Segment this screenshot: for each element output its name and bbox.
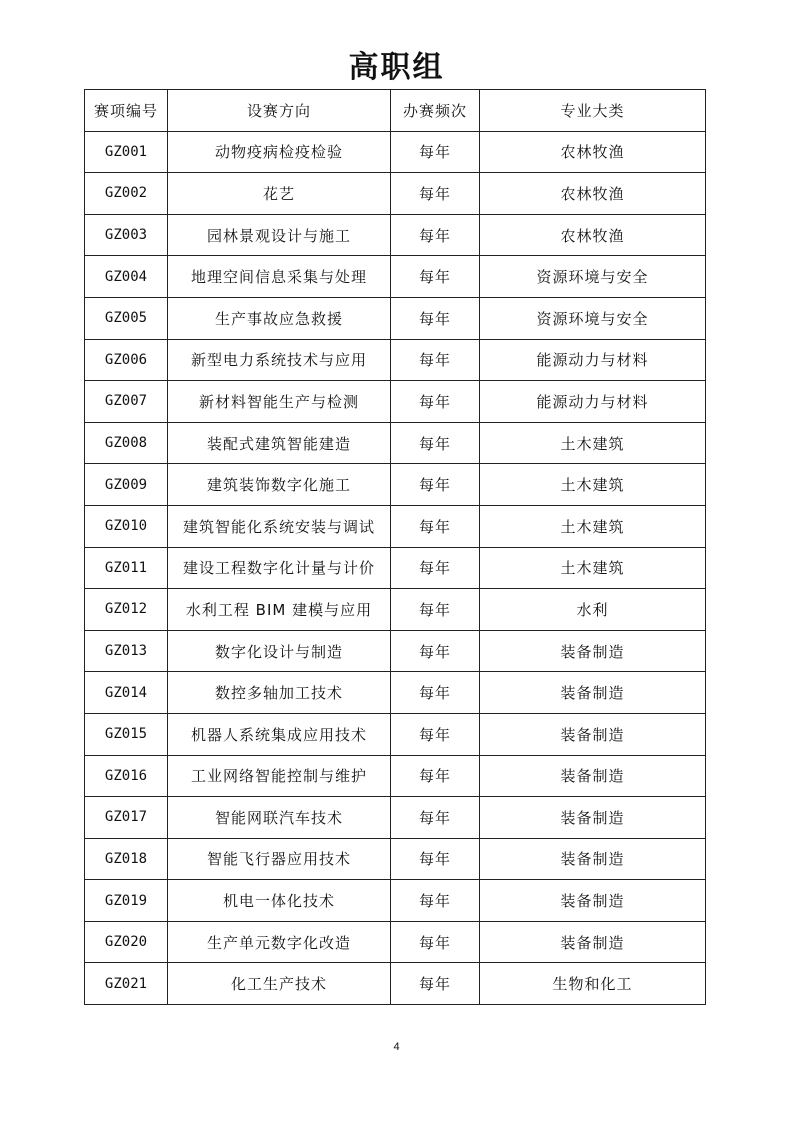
major-category-cell: 装备制造 xyxy=(480,672,706,714)
table-row xyxy=(85,672,706,714)
major-category-cell: 装备制造 xyxy=(480,838,706,880)
frequency-cell: 每年 xyxy=(391,630,480,672)
event-code-cell: GZ014 xyxy=(85,672,168,714)
major-category-cell: 装备制造 xyxy=(480,713,706,755)
major-category-cell: 装备制造 xyxy=(480,921,706,963)
event-code-cell: GZ006 xyxy=(85,339,168,381)
frequency-cell: 每年 xyxy=(391,921,480,963)
frequency-cell: 每年 xyxy=(391,755,480,797)
table-header-row xyxy=(85,90,706,132)
event-direction-cell: 建筑装饰数字化施工 xyxy=(168,464,391,506)
event-direction-cell: 花艺 xyxy=(168,173,391,215)
event-direction-cell: 新型电力系统技术与应用 xyxy=(168,339,391,381)
page-number: 4 xyxy=(393,1041,400,1053)
frequency-cell: 每年 xyxy=(391,214,480,256)
event-direction-cell: 数字化设计与制造 xyxy=(168,630,391,672)
event-direction-cell: 地理空间信息采集与处理 xyxy=(168,256,391,298)
page-title: 高职组 xyxy=(348,50,445,85)
frequency-cell: 每年 xyxy=(391,422,480,464)
major-category-cell: 农林牧渔 xyxy=(480,131,706,173)
event-code-cell: GZ009 xyxy=(85,464,168,506)
major-category-cell: 生物和化工 xyxy=(480,963,706,1005)
table-body xyxy=(85,131,706,1004)
table-row xyxy=(85,797,706,839)
event-code-cell: GZ012 xyxy=(85,589,168,631)
table-row xyxy=(85,381,706,423)
table-row xyxy=(85,755,706,797)
event-direction-cell: 动物疫病检疫检验 xyxy=(168,131,391,173)
event-code-cell: GZ004 xyxy=(85,256,168,298)
event-direction-cell: 智能飞行器应用技术 xyxy=(168,838,391,880)
major-category-cell: 农林牧渔 xyxy=(480,173,706,215)
event-code-cell: GZ010 xyxy=(85,505,168,547)
table-row xyxy=(85,297,706,339)
major-category-cell: 资源环境与安全 xyxy=(480,297,706,339)
event-direction-cell: 生产事故应急救援 xyxy=(168,297,391,339)
table-row xyxy=(85,630,706,672)
table-row xyxy=(85,131,706,173)
event-code-cell: GZ013 xyxy=(85,630,168,672)
major-category-cell: 能源动力与材料 xyxy=(480,381,706,423)
table-row xyxy=(85,464,706,506)
event-direction-cell: 数控多轴加工技术 xyxy=(168,672,391,714)
table-row xyxy=(85,256,706,298)
major-category-cell: 装备制造 xyxy=(480,797,706,839)
event-code-cell: GZ017 xyxy=(85,797,168,839)
event-direction-cell: 新材料智能生产与检测 xyxy=(168,381,391,423)
table-row xyxy=(85,880,706,922)
table-row xyxy=(85,422,706,464)
event-code-cell: GZ015 xyxy=(85,713,168,755)
major-category-cell: 装备制造 xyxy=(480,755,706,797)
event-code-cell: GZ008 xyxy=(85,422,168,464)
event-code-cell: GZ003 xyxy=(85,214,168,256)
frequency-cell: 每年 xyxy=(391,256,480,298)
major-category-cell: 土木建筑 xyxy=(480,422,706,464)
frequency-cell: 每年 xyxy=(391,672,480,714)
table-row xyxy=(85,173,706,215)
event-code-cell: GZ005 xyxy=(85,297,168,339)
frequency-cell: 每年 xyxy=(391,713,480,755)
event-direction-cell: 工业网络智能控制与维护 xyxy=(168,755,391,797)
header-event-code: 赛项编号 xyxy=(85,90,168,132)
frequency-cell: 每年 xyxy=(391,797,480,839)
event-direction-cell: 园林景观设计与施工 xyxy=(168,214,391,256)
frequency-cell: 每年 xyxy=(391,880,480,922)
event-code-cell: GZ020 xyxy=(85,921,168,963)
competition-table xyxy=(84,89,706,1005)
major-category-cell: 水利 xyxy=(480,589,706,631)
event-direction-cell: 建筑智能化系统安装与调试 xyxy=(168,505,391,547)
frequency-cell: 每年 xyxy=(391,339,480,381)
event-direction-cell: 装配式建筑智能建造 xyxy=(168,422,391,464)
major-category-cell: 装备制造 xyxy=(480,880,706,922)
header-event-direction: 设赛方向 xyxy=(168,90,391,132)
frequency-cell: 每年 xyxy=(391,547,480,589)
event-direction-cell: 智能网联汽车技术 xyxy=(168,797,391,839)
event-code-cell: GZ016 xyxy=(85,755,168,797)
major-category-cell: 装备制造 xyxy=(480,630,706,672)
major-category-cell: 农林牧渔 xyxy=(480,214,706,256)
table-row xyxy=(85,838,706,880)
frequency-cell: 每年 xyxy=(391,838,480,880)
frequency-cell: 每年 xyxy=(391,589,480,631)
table-row xyxy=(85,547,706,589)
event-direction-cell: 生产单元数字化改造 xyxy=(168,921,391,963)
header-major-category: 专业大类 xyxy=(480,90,706,132)
event-code-cell: GZ007 xyxy=(85,381,168,423)
event-code-cell: GZ021 xyxy=(85,963,168,1005)
table-row xyxy=(85,921,706,963)
table-row xyxy=(85,713,706,755)
major-category-cell: 土木建筑 xyxy=(480,547,706,589)
table-row xyxy=(85,505,706,547)
event-code-cell: GZ019 xyxy=(85,880,168,922)
event-direction-cell: 建设工程数字化计量与计价 xyxy=(168,547,391,589)
frequency-cell: 每年 xyxy=(391,131,480,173)
major-category-cell: 资源环境与安全 xyxy=(480,256,706,298)
event-direction-cell: 机电一体化技术 xyxy=(168,880,391,922)
event-direction-cell: 化工生产技术 xyxy=(168,963,391,1005)
event-code-cell: GZ011 xyxy=(85,547,168,589)
header-frequency: 办赛频次 xyxy=(391,90,480,132)
major-category-cell: 土木建筑 xyxy=(480,464,706,506)
event-code-cell: GZ018 xyxy=(85,838,168,880)
frequency-cell: 每年 xyxy=(391,297,480,339)
table-row xyxy=(85,589,706,631)
frequency-cell: 每年 xyxy=(391,464,480,506)
table-row xyxy=(85,963,706,1005)
event-code-cell: GZ002 xyxy=(85,173,168,215)
frequency-cell: 每年 xyxy=(391,505,480,547)
frequency-cell: 每年 xyxy=(391,963,480,1005)
event-direction-cell: 水利工程 BIM 建模与应用 xyxy=(168,589,391,631)
event-code-cell: GZ001 xyxy=(85,131,168,173)
frequency-cell: 每年 xyxy=(391,381,480,423)
frequency-cell: 每年 xyxy=(391,173,480,215)
table-row xyxy=(85,339,706,381)
table-row xyxy=(85,214,706,256)
major-category-cell: 能源动力与材料 xyxy=(480,339,706,381)
major-category-cell: 土木建筑 xyxy=(480,505,706,547)
event-direction-cell: 机器人系统集成应用技术 xyxy=(168,713,391,755)
